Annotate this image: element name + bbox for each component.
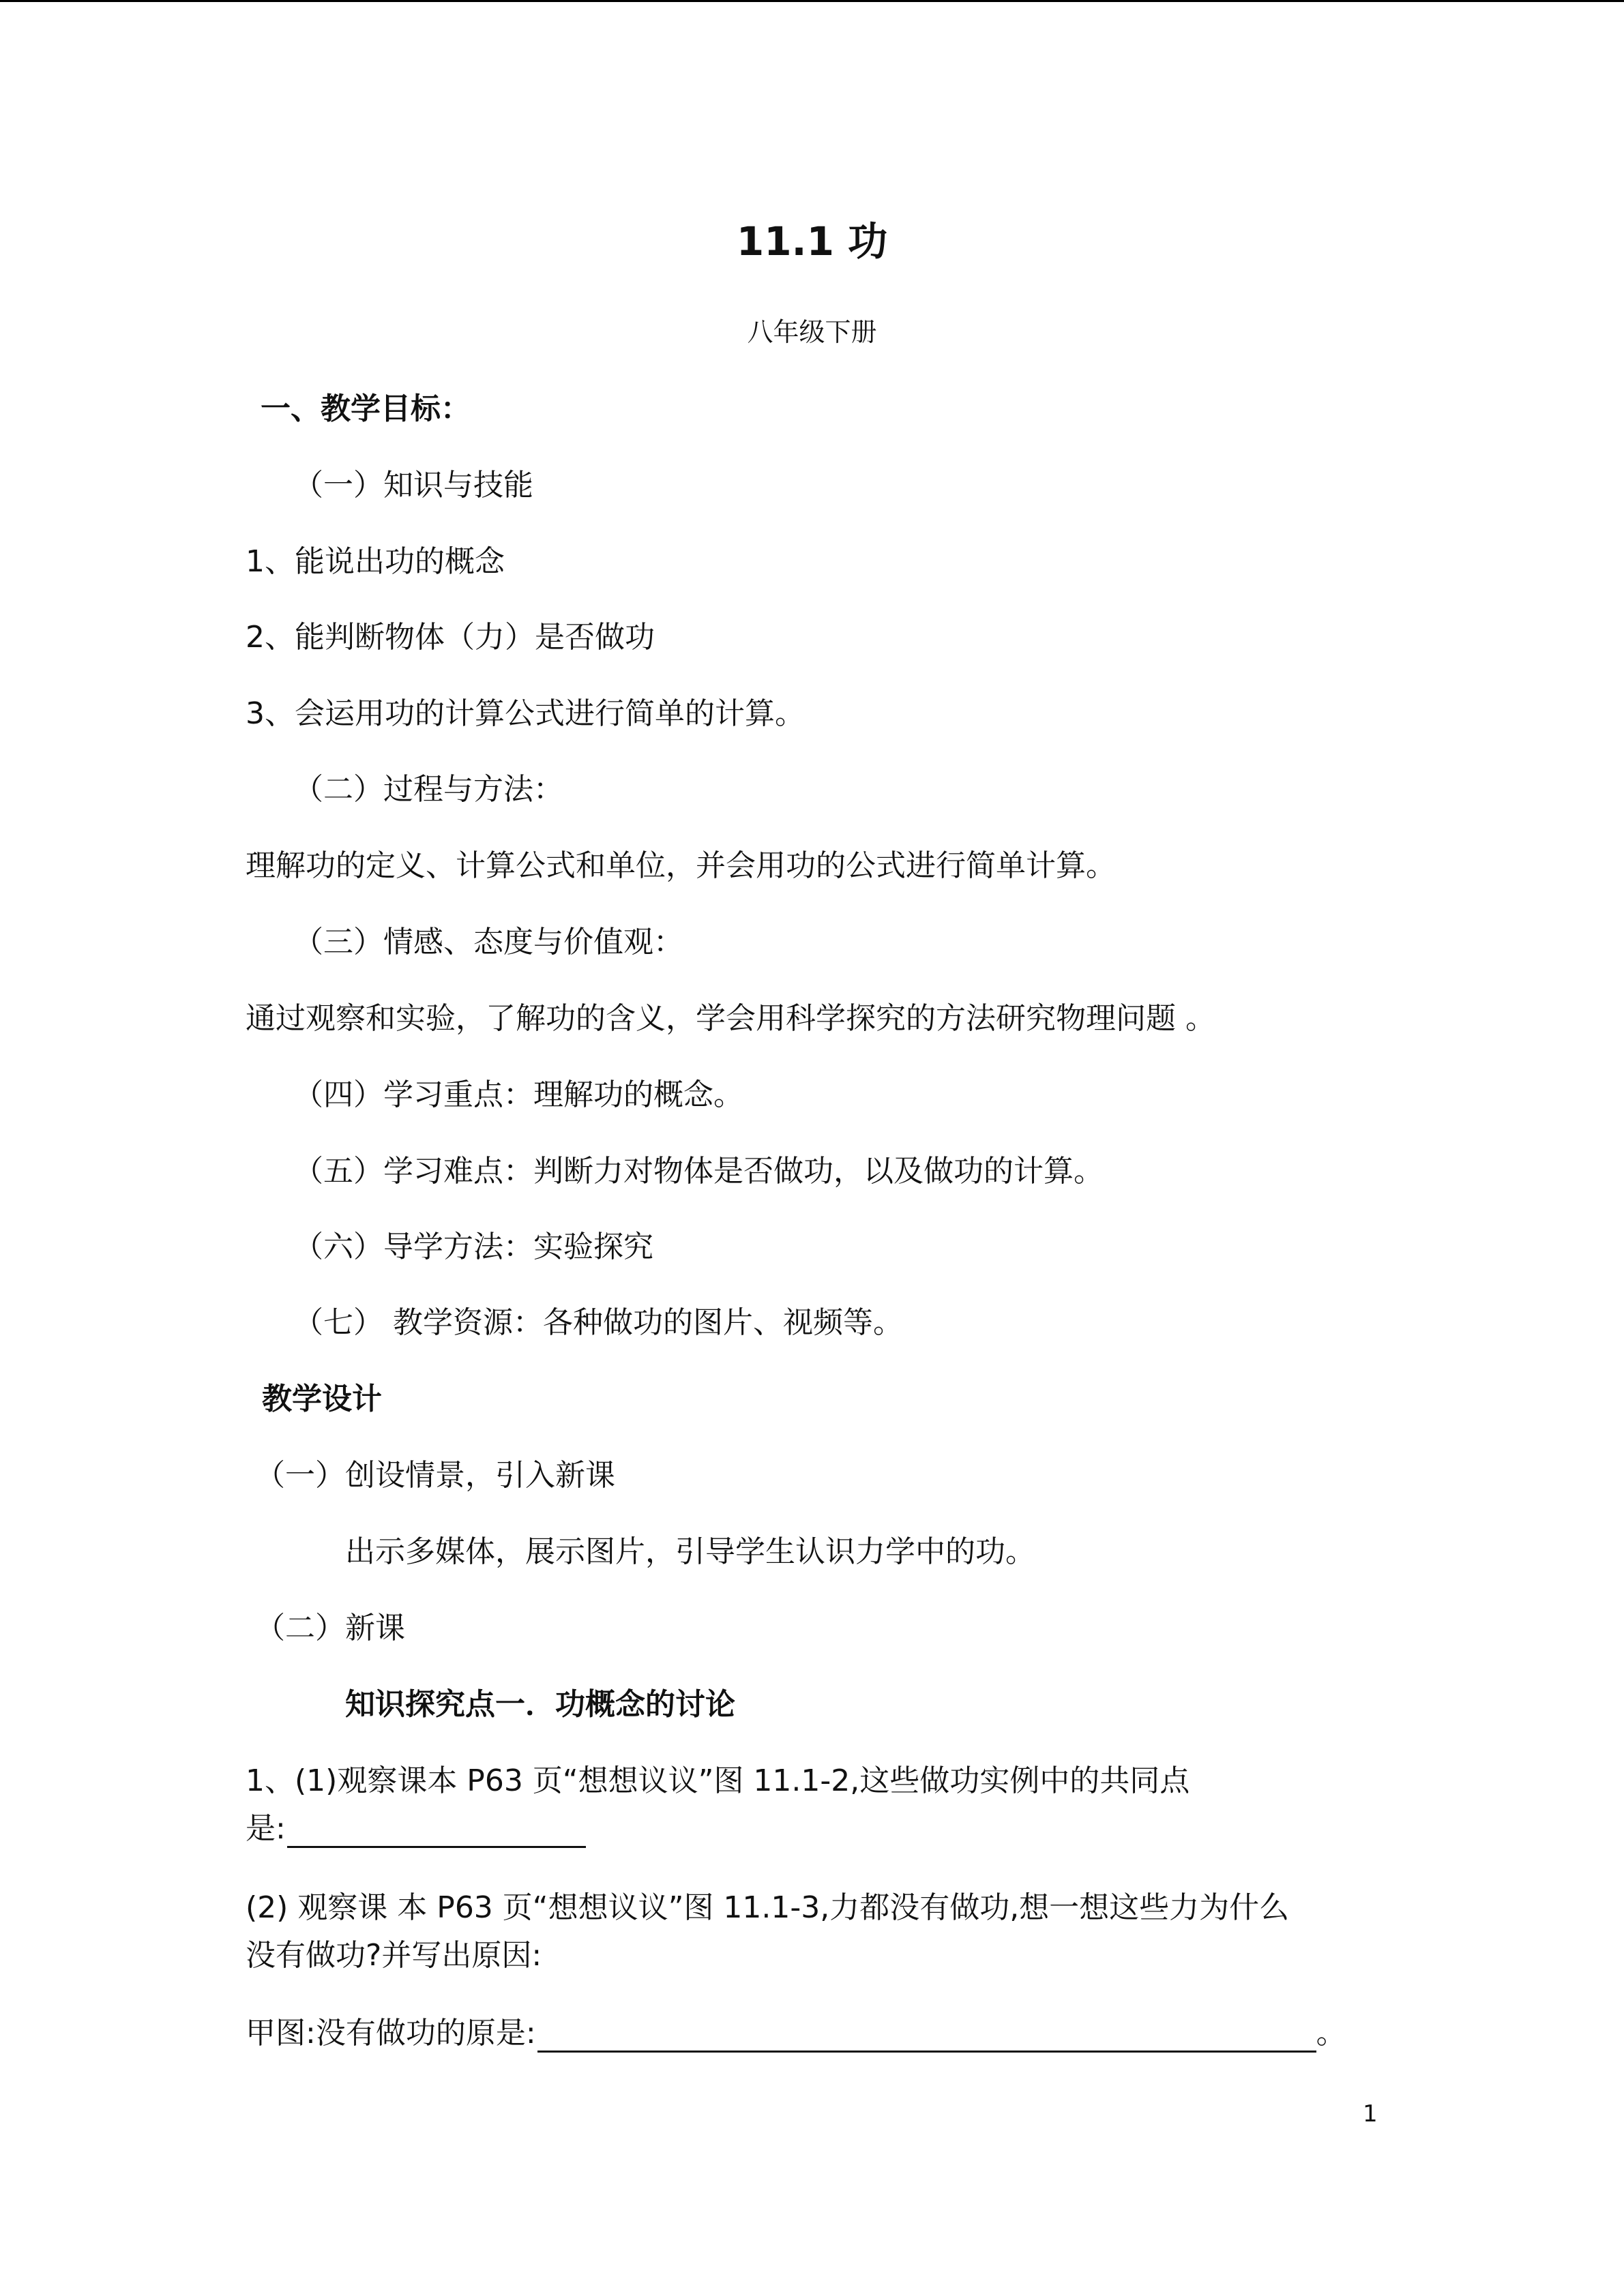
question-prefix: 是: (246, 1811, 286, 1846)
subsection-heading: （三）情感、态度与价值观： (293, 925, 683, 959)
subsection-heading: （六）导学方法：实验探究 (293, 1229, 653, 1264)
subsection-heading: （四）学习重点：理解功的概念。 (293, 1077, 743, 1112)
subsection-heading: （七） 教学资源：各种做功的图片、视频等。 (293, 1305, 903, 1340)
question-line: (2) 观察课 本 P63 页“想想议议”图 11.1-3,力都没有做功,想一想这些力为什么 (246, 1890, 1290, 1925)
page-number: 1 (1363, 2100, 1378, 2128)
subsection-heading: （五）学习难点：判断力对物体是否做功，以及做功的计算。 (293, 1154, 1104, 1189)
knowledge-point-heading: 知识探究点一．功概念的讨论 (345, 1687, 735, 1722)
body-line: 出示多媒体，展示图片，引导学生认识力学中的功。 (345, 1534, 1035, 1569)
question-prefix: 甲图:没有做功的原是: (246, 2016, 536, 2051)
body-line: 理解功的定义、计算公式和单位，并会用功的公式进行简单计算。 (246, 848, 1116, 883)
question-line: 1、(1)观察课本 P63 页“想想议议”图 11.1-2,这些做功实例中的共同点 (246, 1763, 1190, 1798)
question-line: 没有做功?并写出原因: (246, 1938, 542, 1973)
answer-blank-1[interactable] (287, 1813, 586, 1848)
page-top-border (0, 0, 1624, 2)
answer-blank-2[interactable] (537, 2018, 1316, 2053)
question-line (246, 1810, 586, 1848)
period-mark: 。 (1316, 2016, 1346, 2051)
body-line: 2、能判断物体（力）是否做功 (246, 620, 655, 655)
page-subtitle: 八年级下册 (747, 317, 877, 347)
subsection-heading: （一）创设情景，引入新课 (255, 1458, 615, 1493)
body-line: 通过观察和实验，了解功的含义，学会用科学探究的方法研究物理问题 。 (246, 1001, 1215, 1036)
subsection-heading: （二）过程与方法： (293, 772, 563, 807)
body-line: 3、会运用功的计算公式进行简单的计算。 (246, 696, 805, 731)
question-line (246, 2014, 1346, 2053)
subsection-heading: （一）知识与技能 (293, 468, 533, 503)
subsection-heading: （二）新课 (255, 1611, 405, 1645)
section-heading-objectives: 一、教学目标： (261, 391, 471, 426)
section-heading-design: 教学设计 (262, 1382, 382, 1416)
page-title: 11.1 功 (736, 218, 888, 265)
body-line: 1、能说出功的概念 (246, 544, 505, 579)
